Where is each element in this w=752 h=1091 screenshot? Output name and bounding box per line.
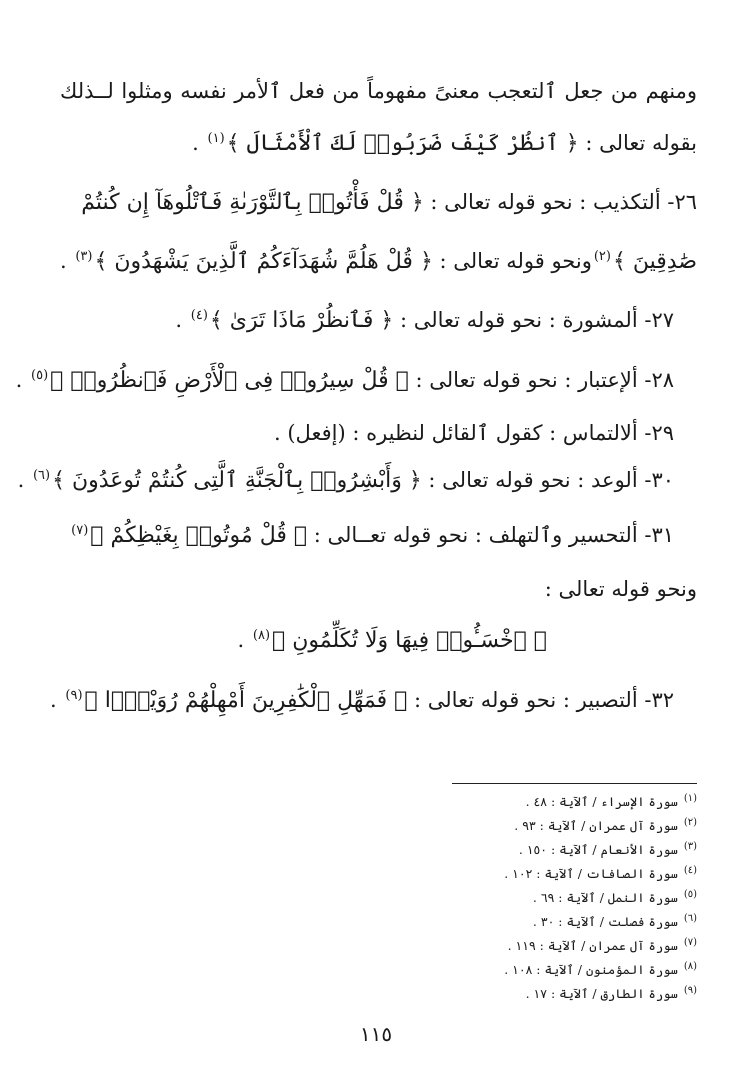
footnote-ref-3[interactable]: (٣) xyxy=(75,249,93,264)
footnote-7 xyxy=(397,938,697,954)
footnote-text: سورة الأنعام / ٱلآية : ١٥٠ . xyxy=(518,842,678,857)
body-line-4 xyxy=(60,246,697,277)
footnote-5 xyxy=(397,890,697,906)
footnote-text: سورة الإسراء / ٱلآية : ٤٨ . xyxy=(525,794,678,809)
footnote-number: (٤) xyxy=(683,864,697,876)
line-text: ٣١- ألتحسير وٱلتهلف : نحو قوله تعــالى : xyxy=(307,523,674,547)
body-line-3 xyxy=(60,187,697,218)
body-line-6 xyxy=(15,365,674,396)
footnote-text: سورة الصافات / ٱلآية : ١٠٢ . xyxy=(504,866,678,881)
footnote-number: (١) xyxy=(683,792,697,804)
quran-quote: ﴿ قُلْ سِيرُوا۟ فِى ٱلْأَرْضِ فَٱنظُرُوا۟ ﴾ xyxy=(50,368,409,393)
footnote-ref-5[interactable]: (٥) xyxy=(31,368,49,383)
footnote-ref-4[interactable]: (٤) xyxy=(190,308,208,323)
footnote-number: (٧) xyxy=(683,936,697,948)
line-tail: . xyxy=(15,368,30,392)
footnote-number: (٢) xyxy=(683,816,697,828)
line-text: ونحو قوله تعالى : xyxy=(544,577,697,601)
body-line-12 xyxy=(50,685,674,716)
footnote-4 xyxy=(397,866,697,882)
quran-quote: ﴿ ٱنظُرْ كَيْفَ ضَرَبُوا۟ لَكَ ٱلْأَمْثَالَ ﴾ xyxy=(226,131,579,156)
footnote-separator xyxy=(452,783,697,784)
line-tail: . xyxy=(237,628,251,652)
footnote-3 xyxy=(397,842,697,858)
line-text: ٣٠- ألوعد : نحو قوله تعالى : xyxy=(421,468,674,492)
footnote-text: سورة النمل / ٱلآية : ٦٩ . xyxy=(532,890,678,905)
line-tail: ونحو قوله تعالى : xyxy=(432,249,592,273)
footnote-text: سورة فصلت / ٱلآية : ٣٠ . xyxy=(532,914,678,929)
footnote-ref-6[interactable]: (٦) xyxy=(32,468,51,483)
body-line-11 xyxy=(60,625,547,656)
footnote-ref-1[interactable]: (١) xyxy=(207,131,225,146)
footnote-text: سورة الطارق / ٱلآية : ١٧ . xyxy=(525,986,678,1001)
footnote-ref-7[interactable]: (٧) xyxy=(71,523,89,538)
quran-quote: ﴿ وَأَبْشِرُوا۟ بِٱلْجَنَّةِ ٱلَّتِى كُنتُمْ تُوعَدُونَ ﴾ xyxy=(52,468,422,493)
line-tail: . xyxy=(192,131,206,155)
quran-quote: ﴿ قُلْ فَأْتُوا۟ بِٱلتَّوْرَىٰةِ فَٱتْلُوهَآ إِن كُنتُمْ xyxy=(81,190,424,215)
footnote-number: (٦) xyxy=(683,912,697,924)
line-text: ٢٩- ألالتماس : كقول ٱلقائل لنظيره : (إفعل) . xyxy=(274,421,674,445)
footnote-text: سورة آل عمران / ٱلآية : ٩٣ . xyxy=(514,818,678,833)
line-tail: . xyxy=(50,688,64,712)
line-text: ٢٦- ألتكذيب : نحو قوله تعالى : xyxy=(423,190,697,214)
body-line-8 xyxy=(17,465,674,496)
line-tail: . xyxy=(175,308,189,332)
footnote-ref-8[interactable]: (٨) xyxy=(252,628,271,643)
footnote-ref-2[interactable]: (٢) xyxy=(593,249,611,264)
line-text: ٣٢- ألتصبير : نحو قوله تعالى : xyxy=(407,688,674,712)
line-text: ٢٧- ألمشورة : نحو قوله تعالى : xyxy=(393,308,674,332)
footnote-1 xyxy=(397,794,697,810)
footnote-text: سورة آل عمران / ٱلآية : ١١٩ . xyxy=(507,938,678,953)
body-line-1 xyxy=(60,76,697,106)
quran-quote-2: ﴿ قُلْ هَلُمَّ شُهَدَآءَكُمُ ٱلَّذِينَ يَشْهَدُونَ ﴾ xyxy=(94,249,433,274)
quran-quote: صَٰدِقِينَ ﴾ xyxy=(612,249,697,274)
line-tail-2: . xyxy=(59,249,74,273)
line-text: ومنهم من جعل ٱلتعجب معنىً مفهوماً من فعل ٱلأمر نفسه ومثلوا لــذلك xyxy=(60,79,697,103)
quran-quote: ﴿ فَٱنظُرْ مَاذَا تَرَىٰ ﴾ xyxy=(209,308,394,333)
footnote-9 xyxy=(397,986,697,1002)
body-line-7 xyxy=(60,418,674,448)
footnote-text: سورة المؤمنون / ٱلآية : ١٠٨ . xyxy=(504,962,678,977)
footnote-ref-9[interactable]: (٩) xyxy=(65,688,83,703)
footnote-number: (٣) xyxy=(683,840,697,852)
line-text: بقوله تعالى : xyxy=(578,131,697,155)
footnote-8 xyxy=(397,962,697,978)
footnote-2 xyxy=(397,818,697,834)
body-line-5 xyxy=(60,305,674,336)
quran-quote: ﴿ فَمَهِّلِ ٱلْكَٰفِرِينَ أَمْهِلْهُمْ رُوَيْدًۢا ﴾ xyxy=(84,688,408,713)
quran-quote: ﴿ ٱخْسَـُٔوا۟ فِيهَا وَلَا تُكَلِّمُونِ ﴾ xyxy=(272,628,547,653)
quran-quote: ﴿ قُلْ مُوتُوا۟ بِغَيْظِكُمْ ﴾ xyxy=(90,523,308,548)
line-tail: . xyxy=(17,468,31,492)
footnote-number: (٩) xyxy=(683,984,697,996)
line-text: ٢٨- ألإعتبار : نحو قوله تعالى : xyxy=(408,368,674,392)
footnote-number: (٥) xyxy=(683,888,697,900)
body-line-2 xyxy=(60,128,697,159)
page-number: ١١٥ xyxy=(359,1022,393,1046)
footnote-number: (٨) xyxy=(683,960,697,972)
body-line-9 xyxy=(60,520,674,551)
body-line-10 xyxy=(60,574,697,604)
footnote-6 xyxy=(397,914,697,930)
